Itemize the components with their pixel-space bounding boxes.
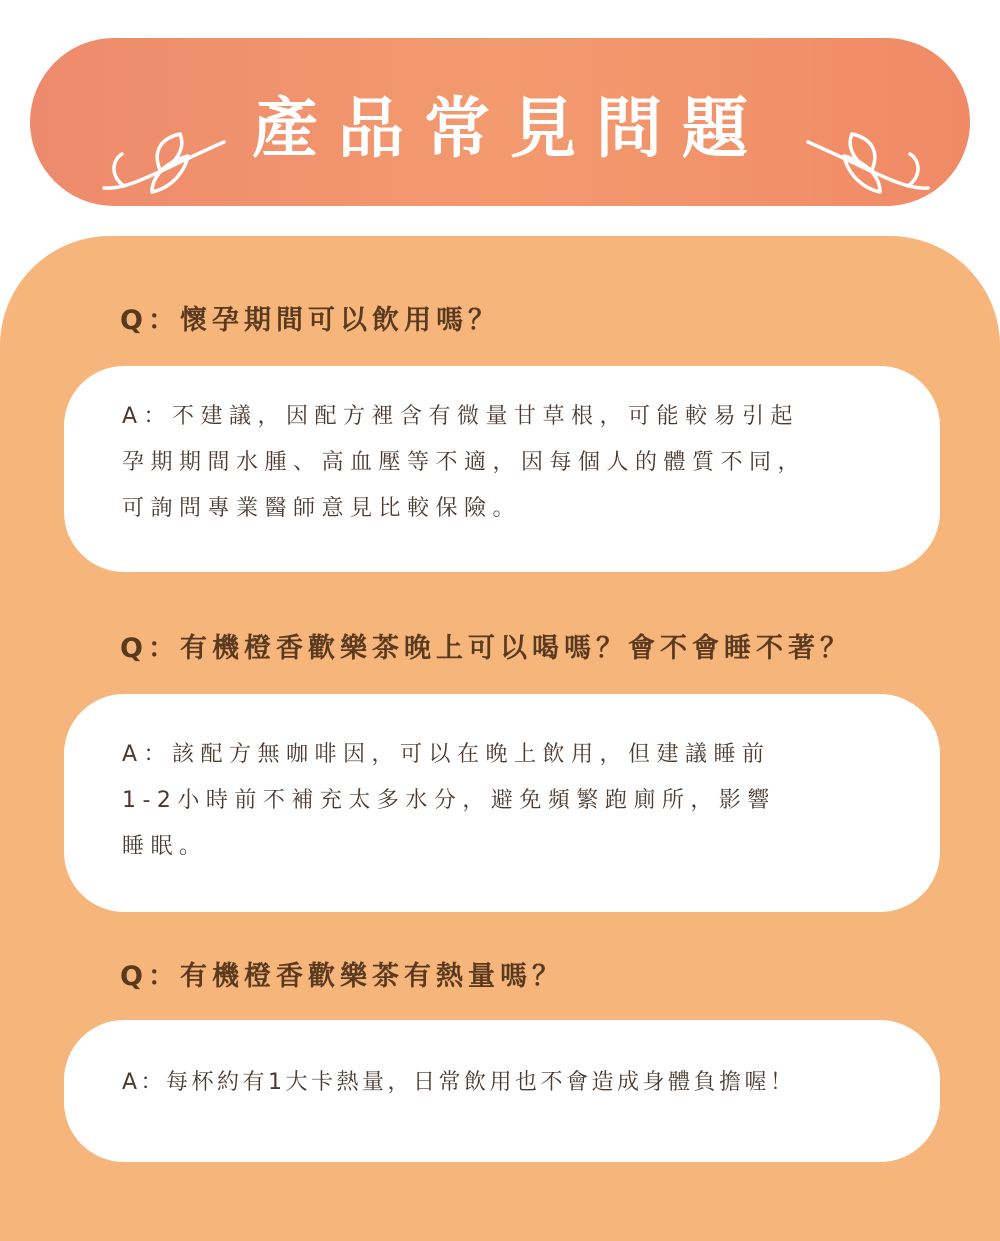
answer-line: 可詢問專業醫師意見比較保險。 bbox=[122, 496, 522, 521]
faq-answer-1 bbox=[122, 394, 900, 532]
answer-line: A：該配方無咖啡因，可以在晚上飲用，但建議睡前 bbox=[122, 742, 771, 767]
faq-answer-card-2 bbox=[64, 694, 940, 912]
page-title: 產品常見問題 bbox=[252, 89, 768, 167]
answer-line: 1-2小時前不補充太多水分，避免頻繁跑廁所，影響 bbox=[122, 788, 776, 813]
faq-answer-card-3 bbox=[64, 1020, 940, 1162]
faq-question-3: Q：有機橙香歡樂茶有熱量嗎？ bbox=[120, 961, 564, 992]
answer-line: A：每杯約有1大卡熱量，日常飲用也不會造成身體負擔喔！ bbox=[122, 1070, 796, 1095]
faq-answer-2 bbox=[122, 732, 900, 870]
answer-line: 孕期期間水腫、高血壓等不適，因每個人的體質不同， bbox=[122, 450, 807, 475]
answer-line: 睡眠。 bbox=[122, 834, 208, 859]
faq-question-2: Q：有機橙香歡樂茶晚上可以喝嗎？會不會睡不著？ bbox=[120, 633, 852, 664]
faq-answer-3 bbox=[122, 1060, 900, 1106]
answer-line: A：不建議，因配方裡含有微量甘草根，可能較易引起 bbox=[122, 404, 800, 429]
title-banner bbox=[30, 38, 970, 206]
faq-question-1: Q：懷孕期間可以飲用嗎？ bbox=[120, 305, 500, 336]
leaf-sprig-icon bbox=[802, 130, 932, 202]
faq-panel bbox=[0, 236, 1000, 1241]
faq-answer-card-1 bbox=[64, 366, 940, 572]
